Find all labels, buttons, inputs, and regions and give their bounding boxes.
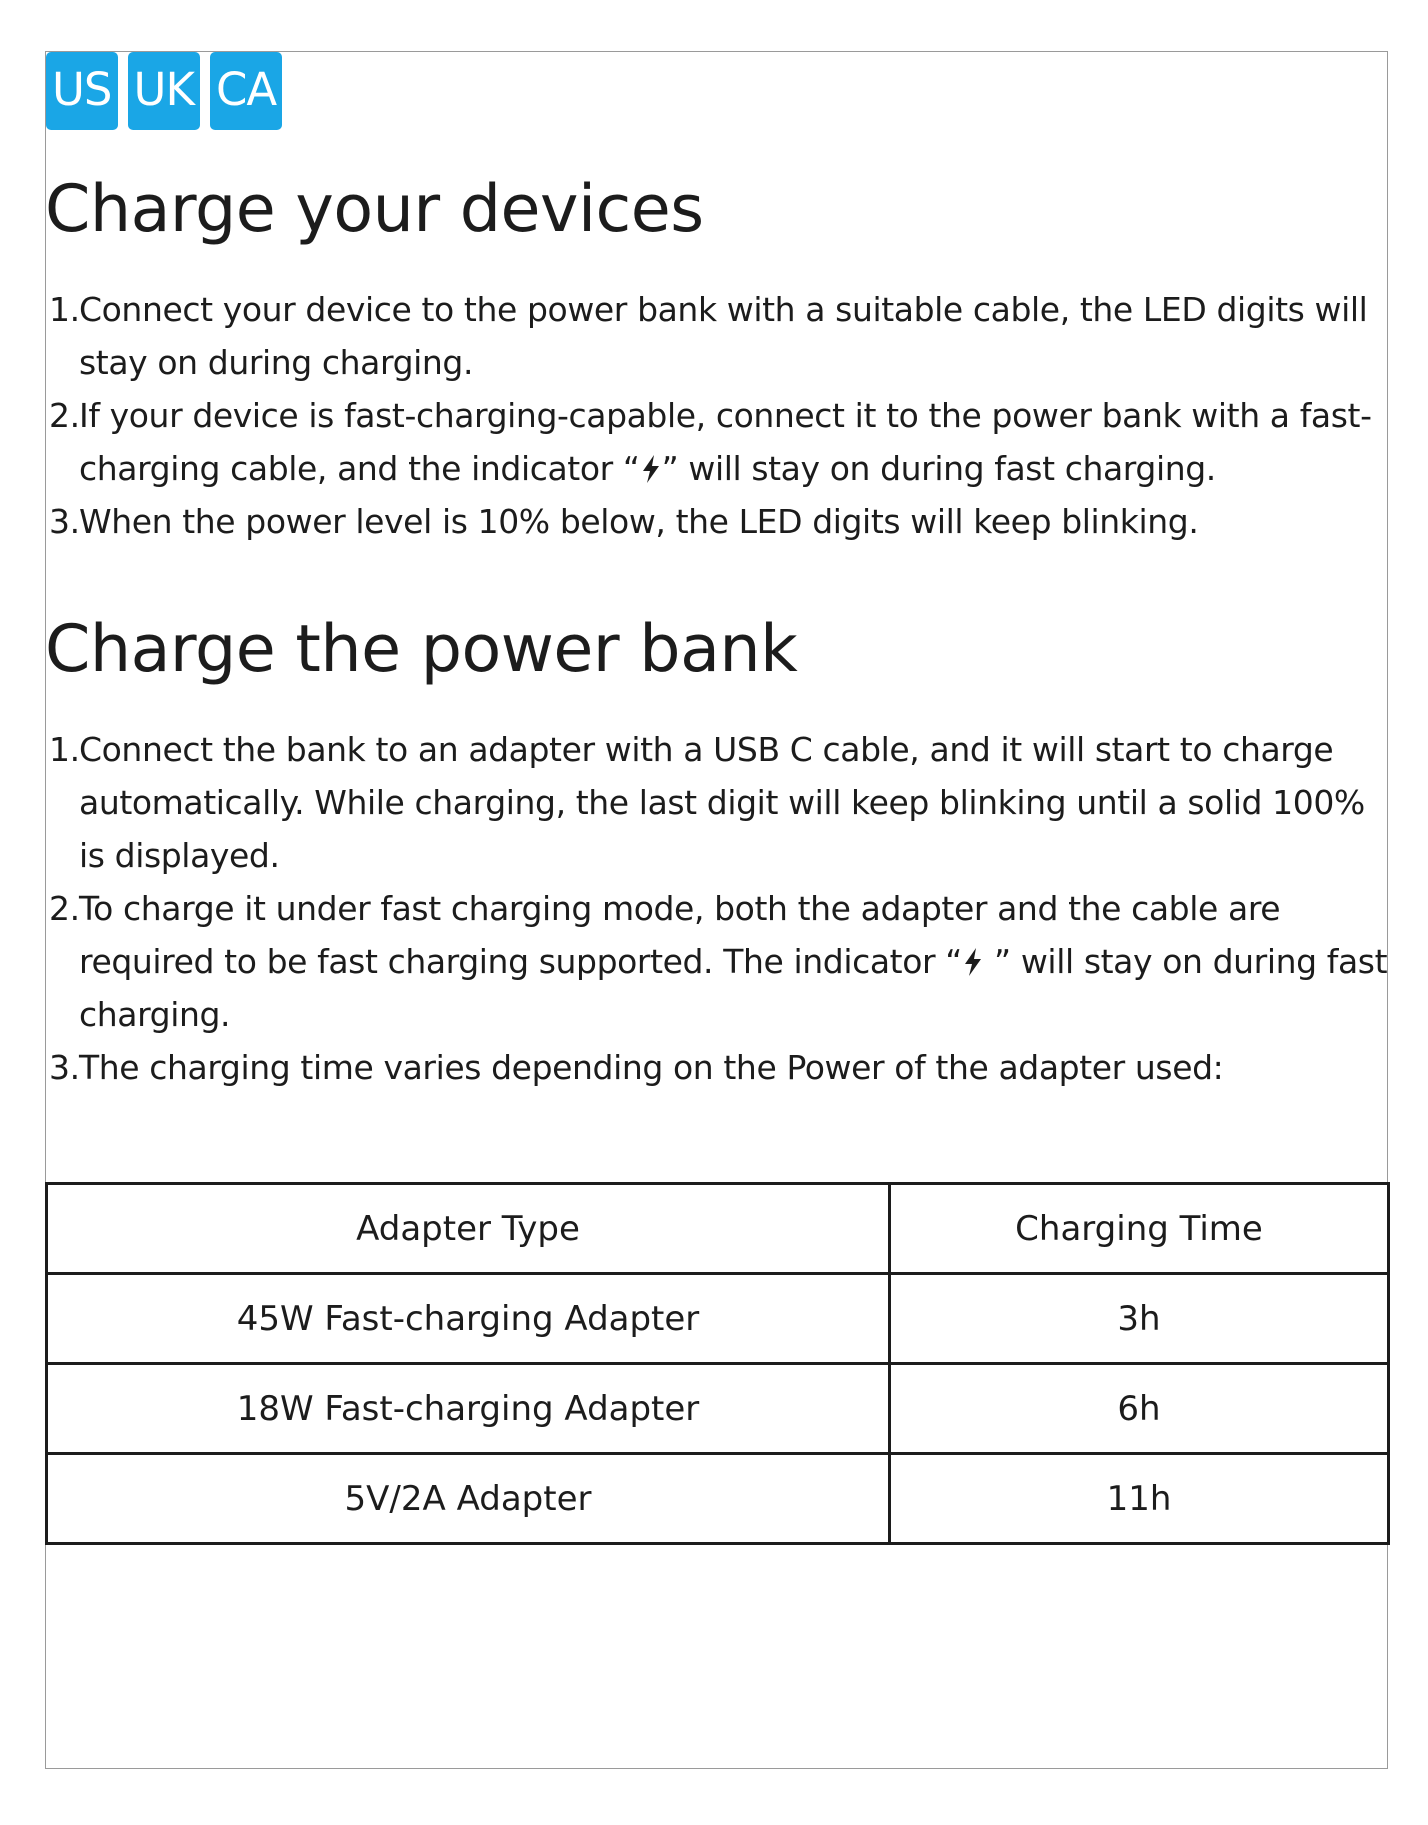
lightning-bolt-icon (640, 454, 662, 484)
step-text-cont: ” will stay on during fast charging. (79, 942, 1388, 1034)
step-number: 3. (49, 1048, 80, 1087)
charging-time-cell: 3h (890, 1274, 1389, 1364)
table-row (47, 1364, 1389, 1454)
adapter-type-cell: 5V/2A Adapter (47, 1454, 890, 1544)
adapter-type-cell: 45W Fast-charging Adapter (47, 1274, 890, 1364)
table-row (47, 1274, 1389, 1364)
region-tag-us: US (46, 52, 118, 130)
charge-devices-steps (45, 283, 1390, 548)
step-text: To charge it under fast charging mode, both the adapter and the cable are required to be fast charging supported. The indicator “ (79, 889, 1281, 981)
list-item (45, 495, 1390, 548)
table-row (47, 1454, 1389, 1544)
step-number: 1. (49, 290, 80, 329)
region-tag-ca: CA (210, 52, 282, 130)
charge-bank-steps (45, 723, 1390, 1094)
adapter-type-cell: 18W Fast-charging Adapter (47, 1364, 890, 1454)
list-item (45, 389, 1390, 495)
list-item (45, 1041, 1390, 1094)
step-number: 2. (49, 889, 80, 928)
list-item (45, 283, 1390, 389)
charging-time-cell: 11h (890, 1454, 1389, 1544)
section-title-charge-devices: Charge your devices (45, 172, 704, 247)
column-header-adapter-type: Adapter Type (47, 1184, 890, 1274)
step-number: 1. (49, 730, 80, 769)
step-text: Connect the bank to an adapter with a USB C cable, and it will start to charge automatically. While charging, the last digit will keep blinking until a solid 100% is displayed. (79, 730, 1365, 875)
region-tag-uk: UK (128, 52, 200, 130)
lightning-bolt-icon (962, 947, 984, 977)
step-number: 2. (49, 396, 80, 435)
step-number: 3. (49, 502, 80, 541)
section-title-charge-bank: Charge the power bank (45, 612, 798, 687)
table-header-row (47, 1184, 1389, 1274)
charging-time-table (45, 1182, 1390, 1545)
step-text: When the power level is 10% below, the LED digits will keep blinking. (79, 502, 1199, 541)
step-text: If your device is fast-charging-capable, connect it to the power bank with a fast-charging cable, and the indicator “ (79, 396, 1372, 488)
list-item (45, 882, 1390, 1041)
step-text: Connect your device to the power bank with a suitable cable, the LED digits will stay on during charging. (79, 290, 1368, 382)
charging-time-cell: 6h (890, 1364, 1389, 1454)
step-text-cont: ” will stay on during fast charging. (661, 449, 1216, 488)
list-item (45, 723, 1390, 882)
region-tags (46, 52, 282, 130)
step-text: The charging time varies depending on the Power of the adapter used: (79, 1048, 1224, 1087)
column-header-charging-time: Charging Time (890, 1184, 1389, 1274)
